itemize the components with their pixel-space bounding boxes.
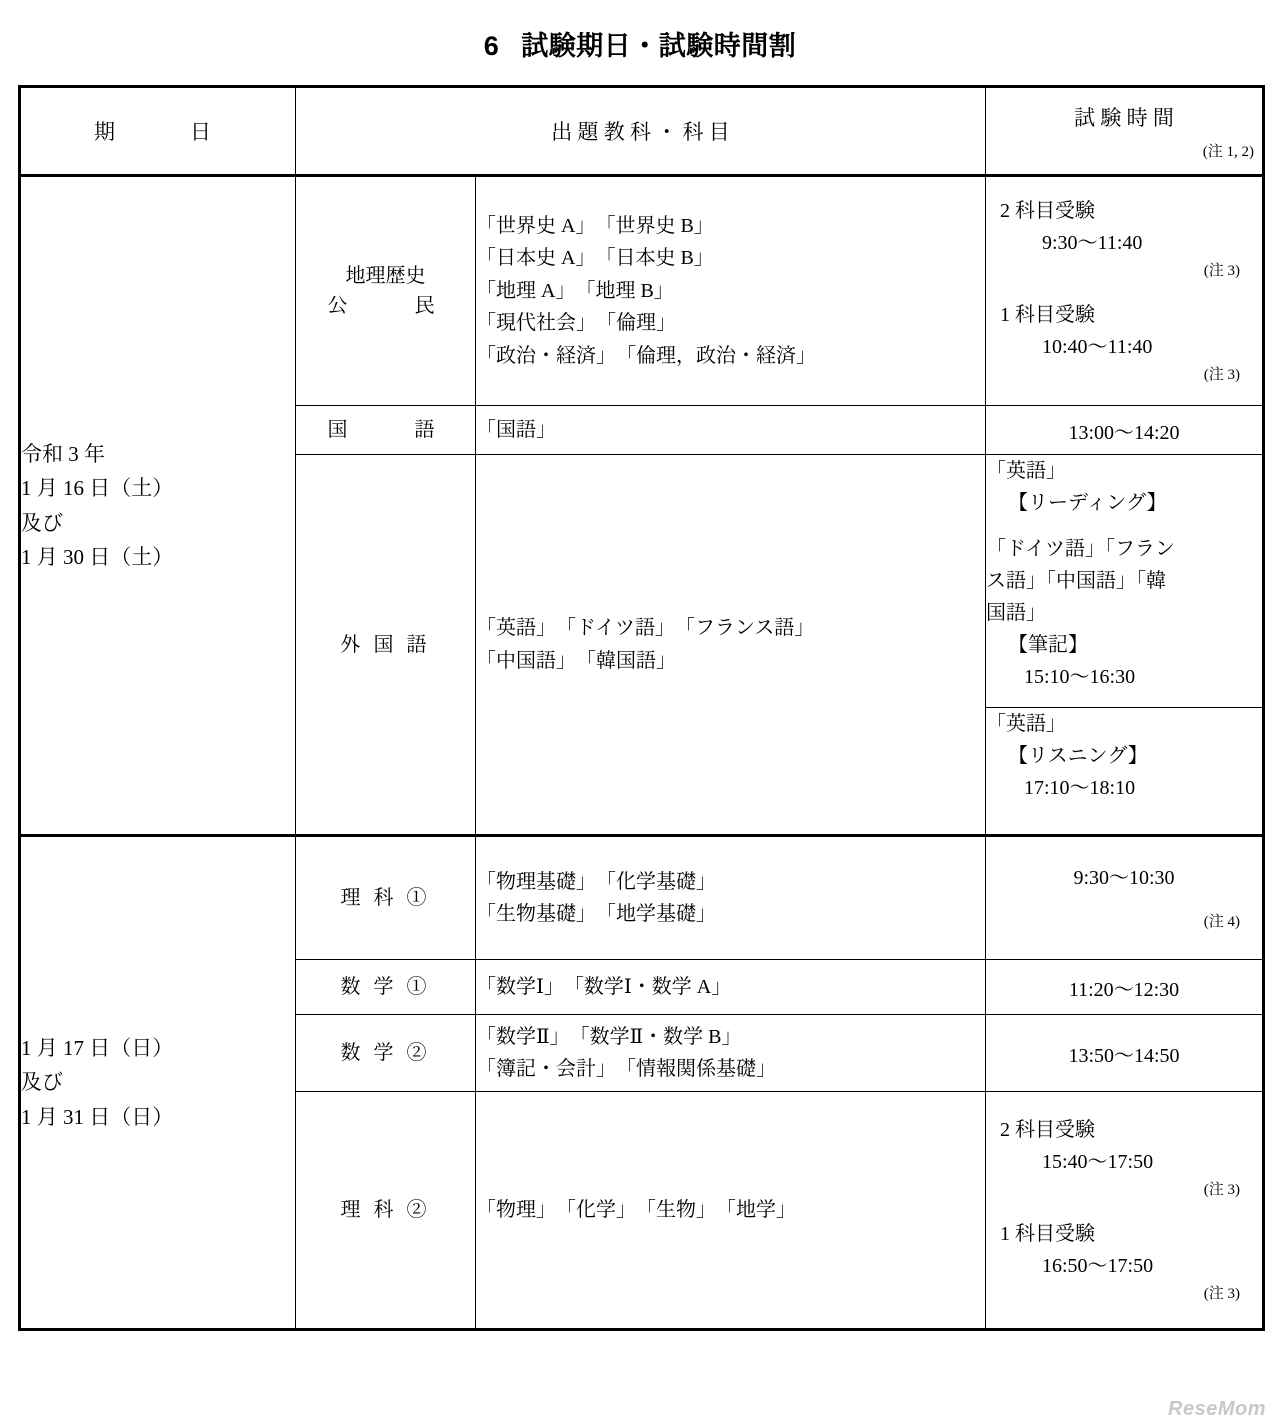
- item-line: 「物理」 「化学」 「生物」 「地学」: [476, 1198, 796, 1221]
- subject-line-1: 数 学 ①: [340, 976, 431, 998]
- time-line: 「英語」: [986, 713, 1066, 735]
- item-line: 「物理基礎」 「化学基礎」: [476, 870, 716, 893]
- spacer: [986, 283, 1262, 299]
- table-row: [20, 176, 1264, 406]
- time-block1-label: 2 科目受験: [1000, 200, 1095, 222]
- subject-line-1: 数 学 ②: [340, 1042, 431, 1064]
- header-subjects-label: 出 題 教 科 ・ 科 目: [551, 120, 730, 144]
- day2-date-line-2: 及び: [21, 1070, 63, 1095]
- subject-line-1: 地理歴史: [345, 265, 426, 287]
- time-value: 13:00〜14:20: [1068, 421, 1180, 444]
- items-math-2: [476, 1015, 986, 1092]
- time-block2-note: (注 3): [1203, 1286, 1240, 1302]
- day1-date-line-1: 令和 3 年: [21, 442, 105, 467]
- item-line: 「地理 A」 「地理 B」: [476, 279, 674, 302]
- subject-foreign-language: [296, 455, 476, 836]
- items-science-1: [476, 836, 986, 960]
- time-line: 【リーディング】: [1008, 492, 1167, 514]
- subject-line-1: 国 語: [327, 419, 444, 441]
- time-science-1: [986, 836, 1264, 960]
- items-geography-history-civics: [476, 176, 986, 406]
- header-time-label: 試 験 時 間: [1074, 105, 1174, 130]
- day1-date-line-3: 及び: [21, 510, 63, 535]
- time-foreign-language-written: [986, 455, 1264, 708]
- header-time: [986, 87, 1264, 176]
- time-line: 「英語」: [986, 460, 1066, 482]
- subject-japanese: [296, 406, 476, 455]
- time-block2-value: 10:40〜11:40: [1042, 336, 1153, 358]
- day1-date-cell: [20, 176, 296, 836]
- day1-date-line-2: 1 月 16 日（土）: [21, 476, 174, 501]
- time-line: 17:10〜18:10: [1024, 777, 1136, 799]
- item-line: 「数学Ⅱ」 「数学Ⅱ・数学 B」: [476, 1025, 742, 1048]
- time-block1-note: (注 3): [1203, 263, 1240, 279]
- page-title: [0, 24, 1280, 63]
- time-note: (注 4): [1203, 914, 1240, 930]
- item-line: 「世界史 A」 「世界史 B」: [476, 215, 714, 238]
- time-line: 国語」: [986, 602, 1046, 624]
- subject-geography-history-civics: [296, 176, 476, 406]
- items-foreign-language: [476, 455, 986, 836]
- spacer: [986, 519, 1262, 533]
- spacer: [986, 1202, 1262, 1218]
- subject-line-1: 理 科 ②: [340, 1199, 431, 1221]
- table-header-row: [20, 87, 1264, 176]
- time-block2-note: (注 3): [1203, 367, 1240, 383]
- item-line: 「英語」 「ドイツ語」 「フランス語」: [476, 617, 815, 640]
- items-math-1: [476, 960, 986, 1015]
- day2-date-line-3: 1 月 31 日（日）: [21, 1104, 174, 1129]
- subject-science-1: [296, 836, 476, 960]
- subject-math-1: [296, 960, 476, 1015]
- time-block1-note: (注 3): [1203, 1182, 1240, 1198]
- day1-date-line-4: 1 月 30 日（土）: [21, 544, 174, 569]
- time-value: 11:20〜12:30: [1068, 978, 1180, 1001]
- items-japanese: [476, 406, 986, 455]
- subject-line-2: 公 民: [327, 295, 444, 317]
- schedule-table-container: [18, 85, 1262, 1331]
- items-science-2: [476, 1092, 986, 1330]
- time-japanese: [986, 406, 1264, 455]
- item-line: 「政治・経済」 「倫理，政治・経済」: [476, 344, 816, 367]
- time-block1-value: 15:40〜17:50: [1042, 1151, 1154, 1173]
- watermark: ReseMom: [1168, 1398, 1266, 1420]
- time-line: 15:10〜16:30: [1024, 666, 1136, 688]
- item-line: 「数学Ⅰ」 「数学Ⅰ・数学 A」: [476, 975, 732, 998]
- item-line: 「中国語」 「韓国語」: [476, 649, 676, 672]
- item-line: 「日本史 A」 「日本史 B」: [476, 247, 714, 270]
- time-foreign-language-listening: [986, 708, 1264, 836]
- time-block1-label: 2 科目受験: [1000, 1119, 1095, 1141]
- time-block2-label: 1 科目受験: [1000, 304, 1095, 326]
- time-value: 9:30〜10:30: [1073, 867, 1175, 889]
- day2-date-cell: [20, 836, 296, 1330]
- time-line: ス語」「中国語」「韓: [986, 570, 1166, 592]
- table-row: [20, 836, 1264, 960]
- time-math-2: [986, 1015, 1264, 1092]
- day2-date-line-1: 1 月 17 日（日）: [21, 1036, 174, 1061]
- header-subjects: [296, 87, 986, 176]
- time-block2-label: 1 科目受験: [1000, 1223, 1095, 1245]
- time-math-1: [986, 960, 1264, 1015]
- time-geography-history-civics: [986, 176, 1264, 406]
- page-title-text: 試験期日・試験時間割: [521, 31, 797, 61]
- subject-line-1: 外 国 語: [340, 633, 431, 656]
- subject-math-2: [296, 1015, 476, 1092]
- time-line: 【リスニング】: [1008, 745, 1148, 767]
- exam-schedule-table: [18, 85, 1265, 1331]
- item-line: 「現代社会」 「倫理」: [476, 312, 676, 335]
- page-title-number: 6: [483, 31, 500, 61]
- subject-science-2: [296, 1092, 476, 1330]
- time-block2-value: 16:50〜17:50: [1042, 1255, 1154, 1277]
- item-line: 「簿記・会計」 「情報関係基礎」: [476, 1058, 776, 1080]
- item-line: 「国語」: [476, 418, 556, 441]
- header-time-note: (注 1, 2): [1202, 143, 1254, 160]
- time-science-2: [986, 1092, 1264, 1330]
- subject-line-1: 理 科 ①: [340, 887, 431, 909]
- header-date-label: 期 日: [94, 120, 222, 144]
- time-block1-value: 9:30〜11:40: [1042, 232, 1143, 254]
- time-line: 【筆記】: [1008, 634, 1088, 656]
- header-date: [20, 87, 296, 176]
- item-line: 「生物基礎」 「地学基礎」: [476, 903, 716, 925]
- time-line: 「ドイツ語」「フラン: [986, 538, 1175, 560]
- time-value: 13:50〜14:50: [1068, 1044, 1180, 1067]
